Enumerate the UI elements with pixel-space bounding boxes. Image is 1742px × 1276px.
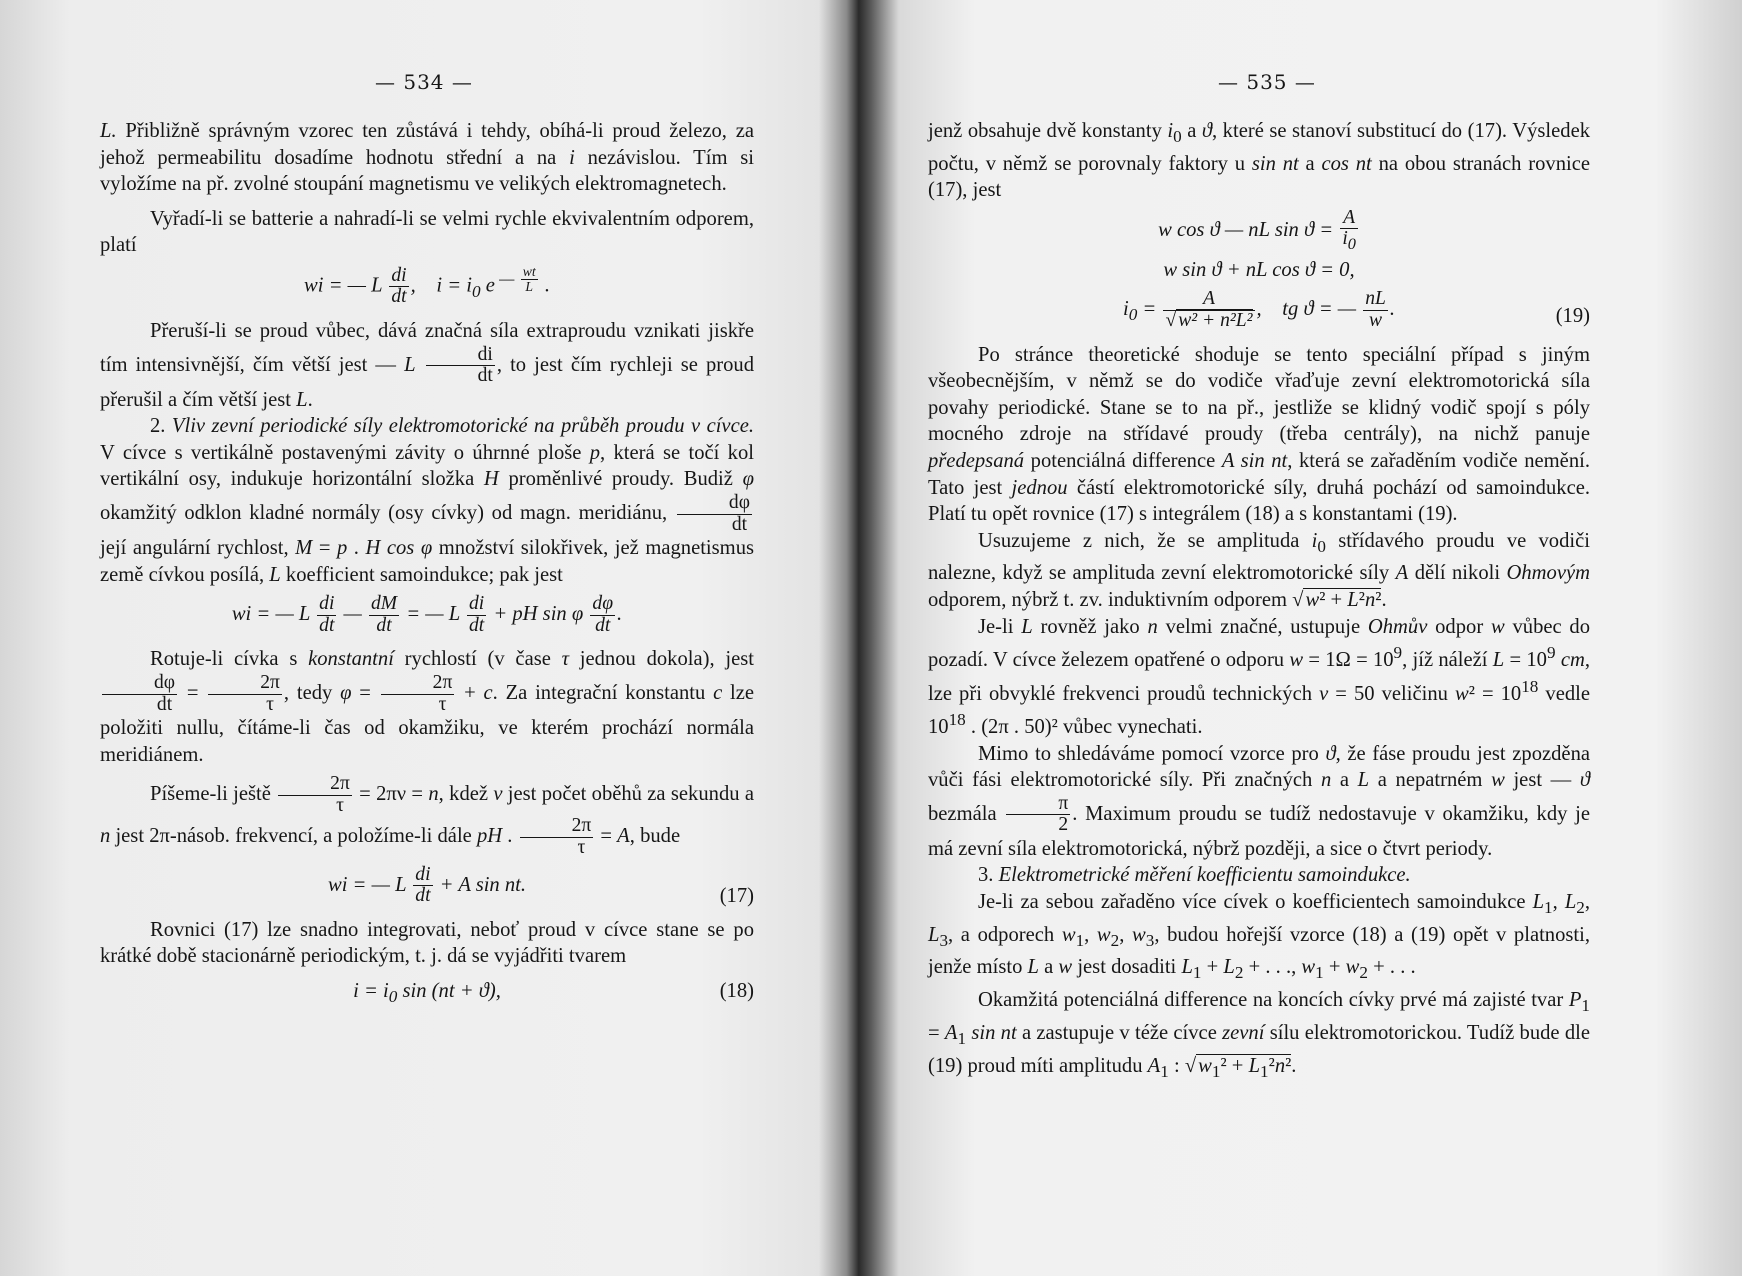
section-heading: 3. Elektrometrické měření koefficientu samoindukce.	[978, 864, 1411, 887]
paragraph: jenž obsahuje dvě konstanty $i_0$ a ϑ, které se stanoví substitucí do (17). Výsledek počtu, v němž se porovnaly faktory u sin nt a cos nt na obou stranách rovnice (17), jest	[928, 120, 1591, 202]
equation-17: wi = — L $\frac{di}{dt}$ + A sin nt. (17)	[100, 865, 754, 907]
equation-number: (17)	[719, 884, 754, 907]
paragraph: Po stránce theoretické shoduje se tento speciální případ s jiným všeobecnějším, v němž se do vodiče vřaďuje zevní elektromotorická síla povahy periodické. Stane se to na př., jestliže se klidný vodič spojí s póly mocného zdroje na střídavé proudy (třeba centrály), na nichž panuje předepsaná potenciálná difference A sin nt, která se zařaděním vodiče nemění. Tato jest jednou částí elektromotorické síly, druhá pochází od samoindukce. Platí tu opět rovnice (17) s integrálem (18) a s konstantami (19).	[928, 343, 1590, 526]
page-number: — 535 —	[1218, 70, 1316, 94]
paragraph: Rovnici (17) lze snadno integrovati, neboť proud v cívce stane se po krátké době stacionárně periodickým, t. j. dá se vyjádřiti tvarem	[100, 918, 754, 968]
equation-19: $i_0$ = $\frac{A}{\text{√ w² + n²L²}}$ , tg ϑ = — $\frac{nL}{w}$ . (19)	[1122, 288, 1590, 332]
left-page	[0, 0, 842, 1276]
equation: w cos ϑ — nL sin ϑ = $\frac{A}{i_0}$	[1158, 206, 1356, 254]
equation: wi = — L $\frac{di}{dt}$ — $\frac{dM}{dt}$ = — L $\frac{di}{dt}$ + pH sin φ $\frac{d\varphi}{dt}$ .	[231, 593, 623, 636]
paragraph: Rotuje-li cívka s konstantní rychlostí (v čase τ jednou dokola), jest $\frac{d\varphi}{dt}$ = $\frac{2\pi}{\tau}$ , tedy φ = $\frac{2\pi}{\tau}$ + c. Za integrační konstantu c lze položiti nullu, čítáme-li čas od okamžiku, ve kterém prochází normála meridiánem.	[100, 648, 754, 766]
equation: wi = — L $\frac{di}{dt}$ , $i = i_0$ e $^{— \frac{wt}{L}}$ .	[304, 263, 550, 308]
equation-number: (18)	[719, 979, 754, 1002]
paragraph: Přeruší-li se proud vůbec, dává značná síla extraproudu vznikati jiskře tím intensivnější, čím větší jest — L $\frac{di}{dt}$ , to jest čím rychleji se proud přerušil a čím větší jest L.	[100, 320, 755, 411]
equation-number: (19)	[1555, 305, 1590, 328]
page-number: — 534 —	[375, 70, 473, 94]
equation-18: $i = i_0$ sin (nt + ϑ), (18)	[353, 979, 754, 1006]
paragraph: Je-li L rovněž jako n velmi značné, ustupuje Ohmův odpor w vůbec do pozadí. V cívce železem opatřené o odporu $w = 1\Omega = 10^9$, jíž náleží $L = 10^9$ cm, lze při obvyklé frekvenci proudů technických ν = 50 veličinu $w^2 = 10^{18}$ vedle $10^{18}$ . (2π . 50)² vůbec vynechati.	[928, 615, 1591, 738]
paragraph: Píšeme-li ještě $\frac{2\pi}{\tau}$ = 2πν = n, kdež ν jest počet oběhů za sekundu a n jest 2π-násob. frekvencí, a položíme-li dále pH . $\frac{2\pi}{\tau}$ = A, bude	[100, 773, 754, 858]
equation: w sin ϑ + nL cos ϑ = 0,	[1163, 258, 1355, 281]
paragraph: 2. Vliv zevní periodické síly elektromotorické na průběh proudu v cívce. V cívce s vertikálně postavenými závity o úhrnné ploše p, která se točí kol vertikální osy, indukuje horizontální složka H proměnlivé proudy. Budiž φ okamžitý odklon kladné normály (osy cívky) od magn. meridiánu, $\frac{d\varphi}{dt}$ její angulární rychlost, M = p . H cos φ množství silokřivek, jež magnetismus země cívkou posílá, L koefficient samoindukce; pak jest	[100, 415, 755, 586]
paragraph: Je-li za sebou zařaděno více cívek o koefficientech samoindukce $L_1$, $L_2$, $L_3$, a odporech $w_1$, $w_2$, $w_3$, budou hořejší vzorce (18) a (19) opět v platnosti, jenže místo L a w jest dosaditi $L_1 + L_2$ + . . ., $w_1 + w_2$ + . . .	[928, 891, 1591, 983]
paragraph: Mimo to shledáváme pomocí vzorce pro ϑ, že fáse proudu jest zpozděna vůči fási elektromotorické síly. Při značných n a L a nepatrném w jest — ϑ bezmála $\frac{\pi}{2}$ . Maximum proudu se tudíž nedostavuje v okamžiku, kdy je má zevní síla elektromotorická, nýbrž později, a sice o čtvrt periody.	[928, 742, 1591, 860]
right-page	[870, 0, 1742, 1276]
paragraph: Usuzujeme z nich, že se amplituda $i_0$ střídavého proudu ve vodiči nalezne, když se amplituda zevní elektromotorické síly A dělí nikoli Ohmovým odporem, nýbrž t. zv. induktivním odporem √w² + L²n².	[928, 529, 1590, 612]
left-page-text	[100, 118, 754, 1020]
paragraph: Okamžitá potenciálná difference na koncích cívky prvé má zajisté tvar $P_1 = A_1$ sin nt a zastupuje v téže cívce zevní sílu elektromotorickou. Tudíž bude dle (19) proud míti amplitudu $A_1$ : $√w_1^2 + L_1^2n^2$.	[928, 989, 1590, 1081]
paragraph: Vyřadí-li se batterie a nahradí-li se velmi rychle ekvivalentním odporem, platí	[100, 207, 754, 257]
paragraph: L. Přibližně správným vzorec ten zůstává i tehdy, obíhá-li proud železo, za jehož permeabilitu dosadíme hodnotu střední a na i nezávislou. Tím si vyložíme na př. zvolné stoupání magnetismu ve velikých elektromagnetech.	[100, 120, 754, 196]
right-page-text	[928, 118, 1590, 1085]
